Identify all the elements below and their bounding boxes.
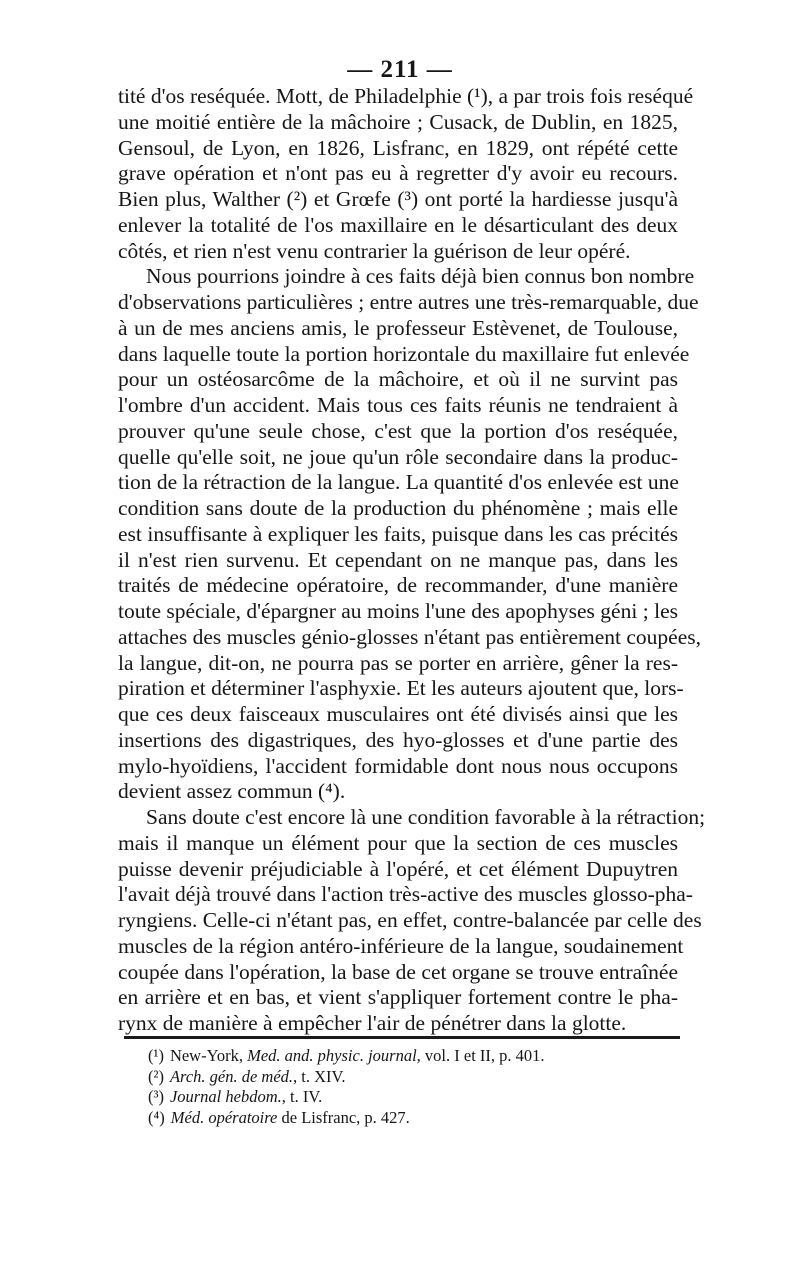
footnote-text: , t. IV. <box>281 1087 323 1106</box>
footnote-title: Med. and. physic. journal <box>247 1046 417 1065</box>
footnote-text: , vol. I et II, p. 401. <box>416 1046 545 1065</box>
text-line: à un de mes anciens amis, le professeur Estèvenet, de Toulouse, <box>118 315 678 340</box>
text-line: est insuffisante à expliquer les faits, puisque dans les cas précités <box>118 521 678 546</box>
text-line: muscles de la région antéro-inférieure de la langue, soudainement <box>118 933 684 958</box>
text-line: en arrière et en bas, et vient s'appliquer fortement contre le pha- <box>118 985 678 1010</box>
footnote-mark: (⁴) <box>148 1107 165 1127</box>
text-line: mais il manque un élément pour que la section de ces muscles <box>118 830 678 855</box>
footnote <box>148 1087 668 1108</box>
footnote-text: New-York, <box>169 1046 248 1065</box>
text-line: tion de la rétraction de la langue. La quantité d'os enlevée est une <box>118 470 679 495</box>
footnote-title: Arch. gén. de méd. <box>169 1066 294 1086</box>
text-line: grave opération et n'ont pas eu à regretter d'y avoir eu recours. <box>118 161 678 186</box>
footnote-text: , t. XIV. <box>293 1066 346 1086</box>
footnote-mark: (²) <box>148 1066 164 1086</box>
footnote <box>148 1067 668 1088</box>
footnote-text: de Lisfranc, p. 427. <box>277 1107 410 1127</box>
text-line: rynx de manière à empêcher l'air de pénétrer dans la glotte. <box>118 1011 627 1035</box>
body-text <box>118 84 706 1037</box>
text-line: puisse devenir préjudiciable à l'opéré, et cet élément Dupuytren <box>118 856 678 881</box>
text-line: insertions des digastriques, des hyo-glosses et d'une partie des <box>118 727 678 752</box>
text-line: d'observations particulières ; entre autres une très-remarquable, due <box>118 290 699 314</box>
text-line: Gensoul, de Lyon, en 1826, Lisfranc, en 1829, ont répété cette <box>118 135 678 160</box>
paragraph-start-line: Sans doute c'est encore là une condition favorable à la rétraction; <box>146 805 706 829</box>
text-line: l'avait déjà trouvé dans l'action très-active des muscles glosso-pha- <box>118 882 693 907</box>
text-line: dans laquelle toute la portion horizontale du maxillaire fut enlevée <box>118 341 690 366</box>
text-line: ryngiens. Celle-ci n'étant pas, en effet, contre-balancée par celle des <box>118 908 702 932</box>
text-line: attaches des muscles génio-glosses n'étant pas entièrement coupées, <box>118 624 701 649</box>
paragraph-start-line: Nous pourrions joindre à ces faits déjà bien connus bon nombre <box>146 264 695 289</box>
footnotes <box>148 1046 668 1128</box>
text-line: devient assez commun (⁴). <box>118 779 346 804</box>
text-line: coupée dans l'opération, la base de cet organe se trouve entraînée <box>118 959 678 984</box>
text-line: l'ombre d'un accident. Mais tous ces faits réunis ne tendraient à <box>118 393 678 417</box>
text-line: toute spéciale, d'épargner au moins l'une des apophyses géni ; les <box>118 599 678 623</box>
text-line: il n'est rien survenu. Et cependant on ne manque pas, dans les <box>118 547 678 572</box>
page-number: — 211 — <box>347 56 453 83</box>
text-line: la langue, dit-on, ne pourra pas se porter en arrière, gêner la res- <box>118 650 678 675</box>
footnote-title: Journal hebdom. <box>169 1087 282 1106</box>
footnote-mark: (³) <box>148 1087 164 1106</box>
text-line: pour un ostéosarcôme de la mâchoire, et où il ne survint pas <box>118 367 678 392</box>
footnote <box>148 1108 668 1129</box>
footnote-mark: (¹) <box>148 1046 164 1065</box>
footnote-separator-rule <box>124 1036 680 1039</box>
text-line: tité d'os reséquée. Mott, de Philadelphie (¹), a par trois fois reséqué <box>118 84 694 108</box>
text-line: prouver qu'une seule chose, c'est que la portion d'os reséquée, <box>118 418 678 443</box>
text-line: traités de médecine opératoire, de recommander, d'une manière <box>118 573 678 598</box>
text-line: mylo-hyoïdiens, l'accident formidable dont nous nous occupons <box>118 753 678 778</box>
text-line: que ces deux faisceaux musculaires ont été divisés ainsi que les <box>118 702 678 726</box>
text-line: piration et déterminer l'asphyxie. Et les auteurs ajoutent que, lors- <box>118 676 684 701</box>
footnote <box>148 1046 668 1067</box>
text-line: une moitié entière de la mâchoire ; Cusack, de Dublin, en 1825, <box>118 109 678 134</box>
text-line: quelle qu'elle soit, ne joue qu'un rôle secondaire dans la produc- <box>118 444 678 469</box>
footnote-title: Méd. opératoire <box>170 1107 278 1127</box>
text-line: condition sans doute de la production du phénomène ; mais elle <box>118 496 678 520</box>
text-line: Bien plus, Walther (²) et Grœfe (³) ont porté la hardiesse jusqu'à <box>118 187 678 211</box>
text-line: enlever la totalité de l'os maxillaire en le désarticulant des deux <box>118 212 678 237</box>
text-line: côtés, et rien n'est venu contrarier la guérison de leur opéré. <box>118 238 631 263</box>
